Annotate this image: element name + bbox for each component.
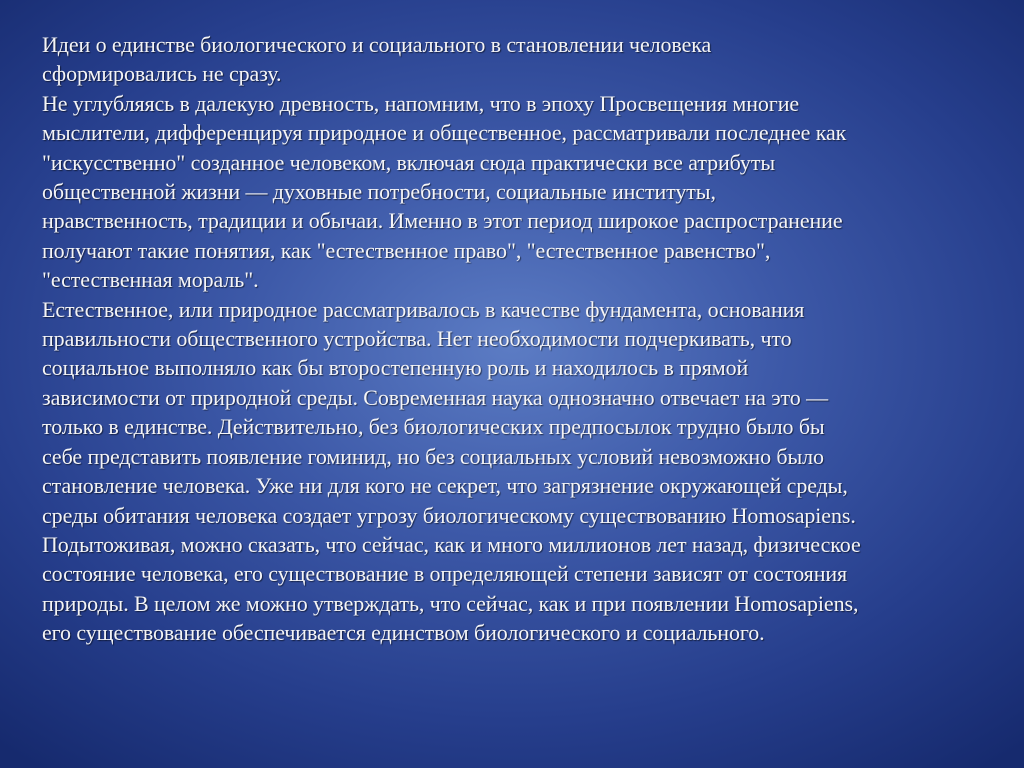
text-line: получают такие понятия, как "естественное право", "естественное равенство", xyxy=(42,237,771,263)
text-line: Идеи о единстве биологического и социального в становлении человека xyxy=(42,32,712,57)
text-line: мыслители, дифференцируя природное и общественное, рассматривали последнее как xyxy=(42,120,847,146)
text-line: "искусственно" созданное человеком, включая сюда практически все атрибуты xyxy=(42,149,776,175)
slide-text-block xyxy=(42,30,992,648)
text-line: сформировались не сразу. xyxy=(42,61,282,87)
text-line: только в единстве. Действительно, без биологических предпосылок трудно было бы xyxy=(42,414,825,440)
text-line: его существование обеспечивается единством биологического и социального. xyxy=(42,620,765,646)
text-line: природы. В целом же можно утверждать, что сейчас, как и при появлении Homosapiens, xyxy=(42,590,859,616)
text-line: среды обитания человека создает угрозу биологическому существованию Homosapiens. xyxy=(42,502,856,528)
text-line: социальное выполняло как бы второстепенную роль и находилось в прямой xyxy=(42,355,749,381)
text-line: "естественная мораль". xyxy=(42,267,259,293)
text-line: становление человека. Уже ни для кого не секрет, что загрязнение окружающей среды, xyxy=(42,473,848,499)
text-line: правильности общественного устройства. Нет необходимости подчеркивать, что xyxy=(42,326,792,352)
text-line: Подытоживая, можно сказать, что сейчас, как и много миллионов лет назад, физическое xyxy=(42,531,861,557)
text-line: Естественное, или природное рассматривалось в качестве фундамента, основания xyxy=(42,296,805,322)
text-line: общественной жизни — духовные потребности, социальные институты, xyxy=(42,179,716,205)
text-line: состояние человека, его существование в определяющей степени зависят от состояния xyxy=(42,561,848,587)
text-line: зависимости от природной среды. Современная наука однозначно отвечает на это — xyxy=(42,384,828,410)
text-line: нравственность, традиции и обычаи. Именно в этот период широкое распространение xyxy=(42,208,843,234)
text-line: Не углубляясь в далекую древность, напомним, что в эпоху Просвещения многие xyxy=(42,90,800,116)
text-line: себе представить появление гоминид, но без социальных условий невозможно было xyxy=(42,443,824,469)
